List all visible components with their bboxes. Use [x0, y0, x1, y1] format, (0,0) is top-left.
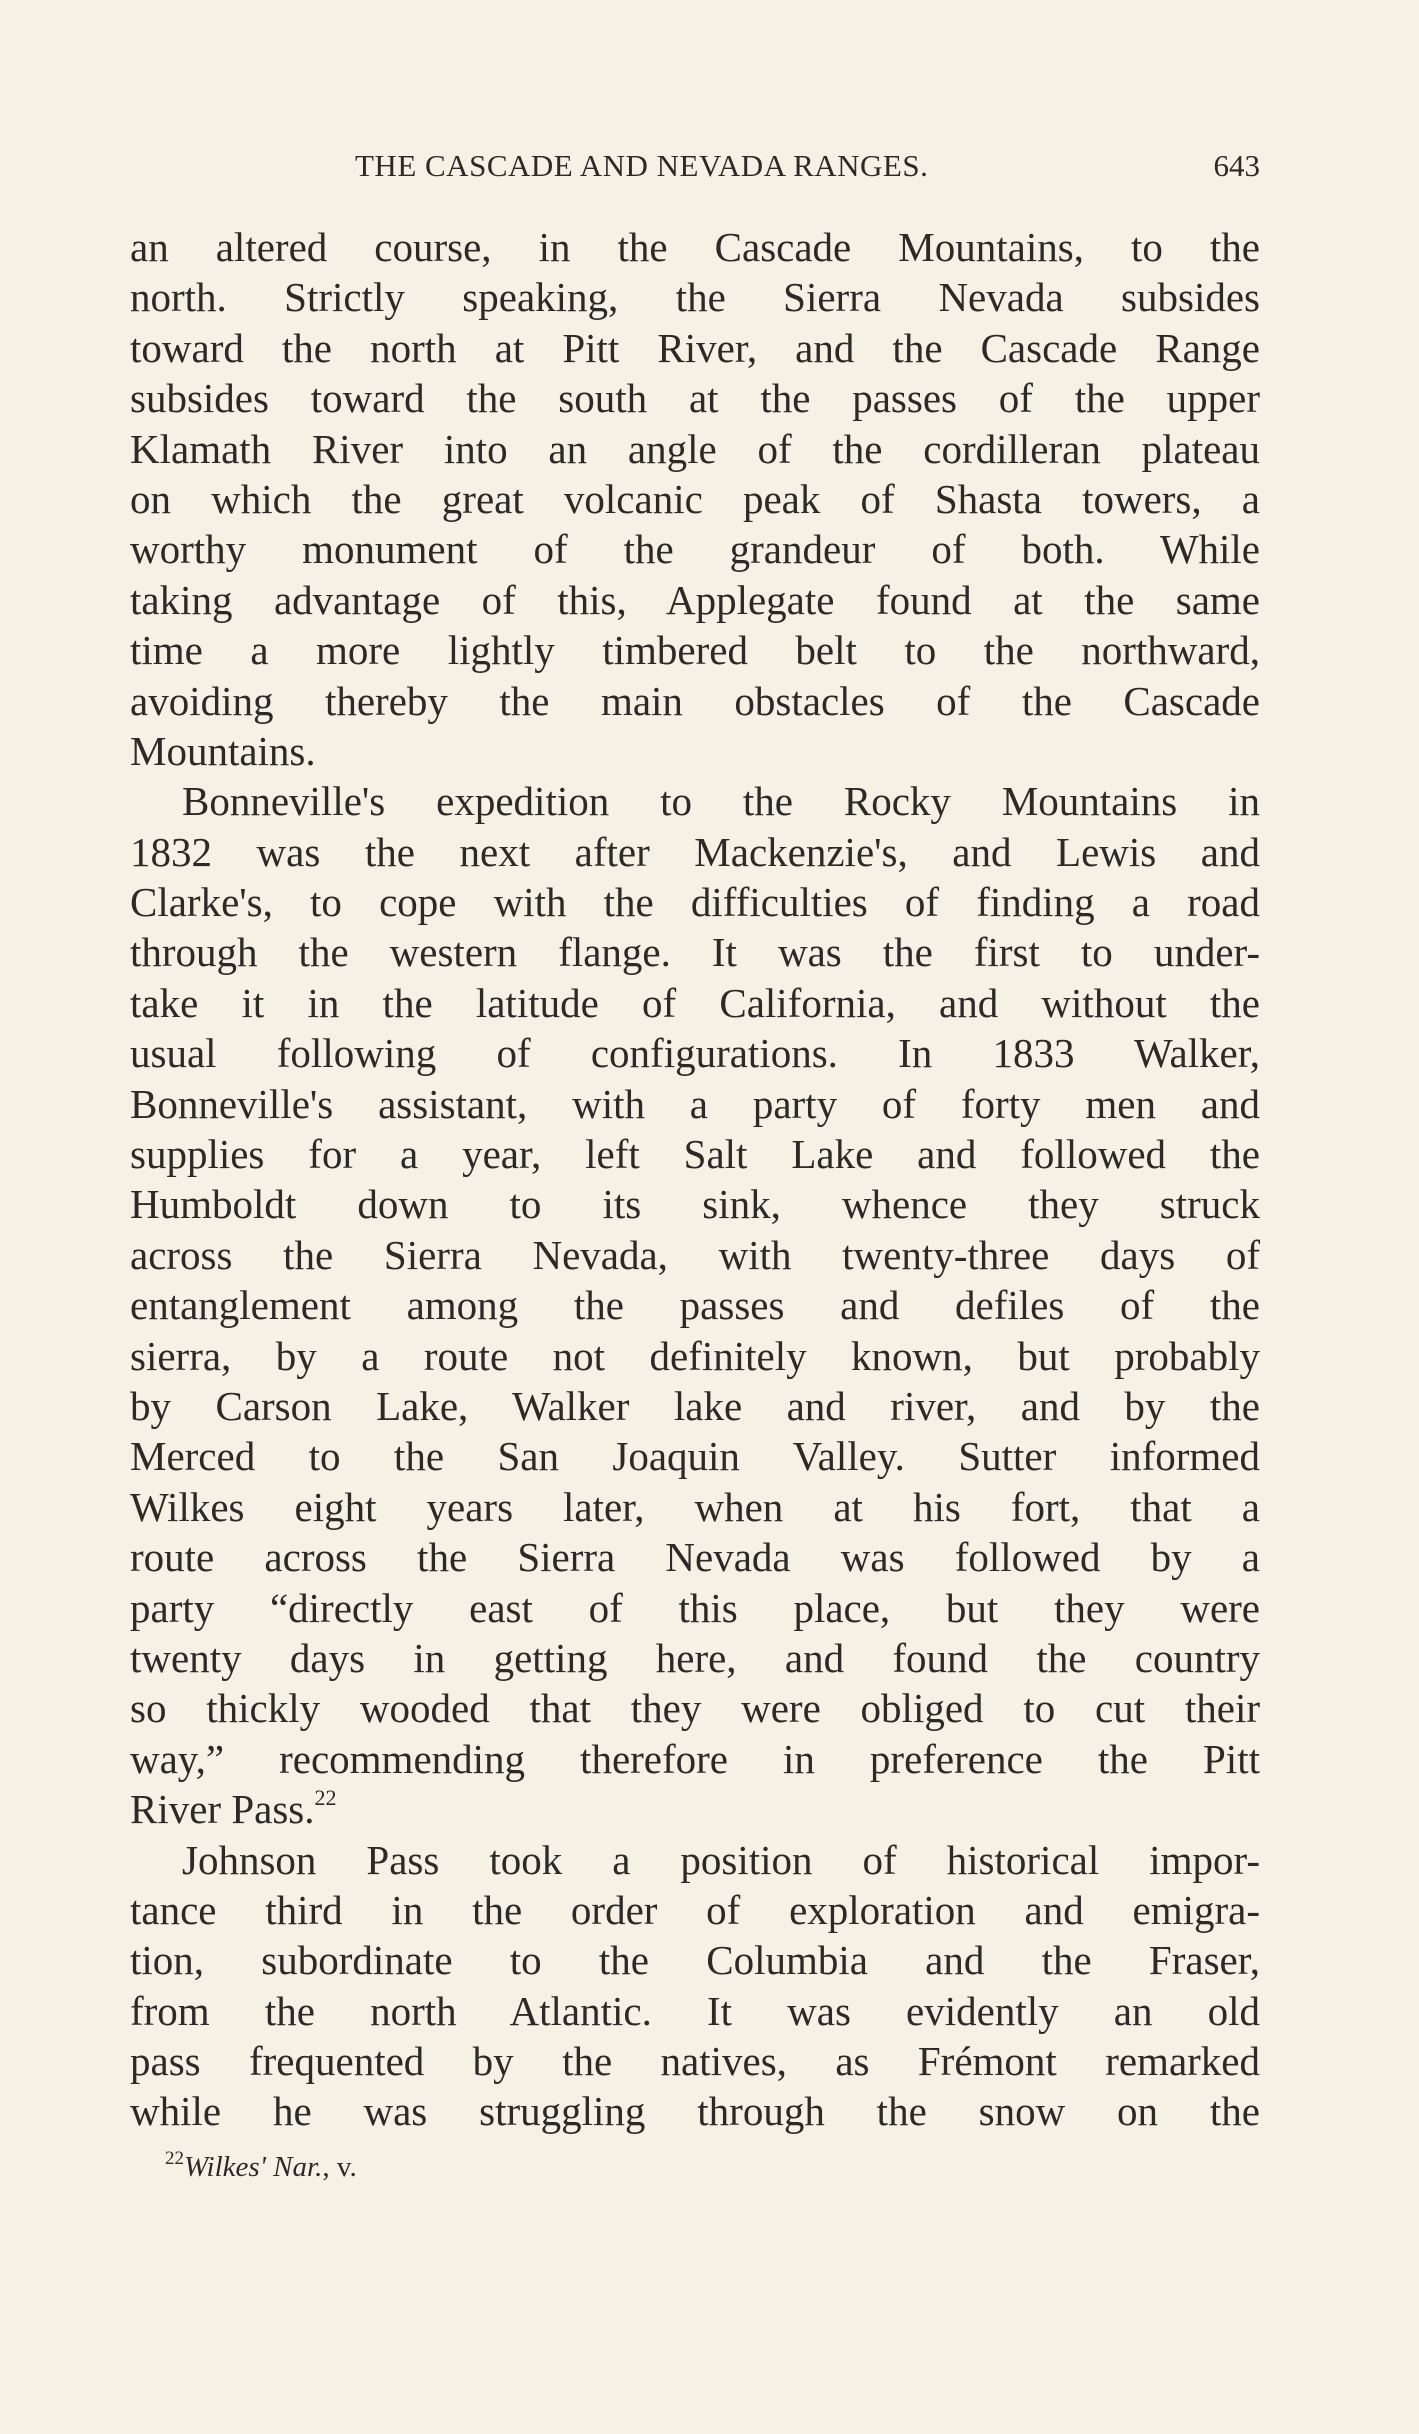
text-line: supplies for a year, left Salt Lake and followed the	[130, 1131, 1260, 1178]
text-line: way,” recommending therefore in preference the Pitt	[130, 1735, 1260, 1782]
text-line: through the western flange. It was the first to under-	[130, 929, 1260, 976]
text-line: from the north Atlantic. It was evidently an old	[130, 1987, 1260, 2034]
footnote-number: 22	[165, 2148, 184, 2169]
text-line: on which the great volcanic peak of Shasta towers, a	[130, 475, 1260, 522]
text-line: sierra, by a route not definitely known, but probably	[130, 1332, 1260, 1379]
paragraph-3	[130, 1835, 1260, 2137]
text-line: worthy monument of the grandeur of both. While	[130, 526, 1260, 573]
text-line: party “directly east of this place, but they were	[130, 1584, 1260, 1631]
footnote-citation-rest: , v.	[322, 2151, 357, 2183]
text-line: so thickly wooded that they were obliged to cut their	[130, 1685, 1260, 1732]
paragraph-1	[130, 222, 1260, 776]
footnote	[165, 2148, 357, 2184]
text-line: toward the north at Pitt River, and the Cascade Range	[130, 324, 1260, 371]
paragraph-2	[130, 776, 1260, 1834]
running-title: THE CASCADE AND NEVADA RANGES.	[355, 148, 929, 183]
text-line: tance third in the order of exploration and emigra-	[130, 1886, 1260, 1933]
text-line: Mountains.	[130, 727, 316, 774]
text-line: River Pass.	[130, 1786, 315, 1833]
text-line: 1832 was the next after Mackenzie's, and Lewis and	[130, 828, 1260, 875]
footnote-citation: Wilkes' Nar.	[184, 2151, 323, 2183]
text-line: north. Strictly speaking, the Sierra Nevada subsides	[130, 274, 1260, 321]
text-line: subsides toward the south at the passes of the upper	[130, 375, 1260, 422]
text-line: avoiding thereby the main obstacles of the Cascade	[130, 677, 1260, 724]
text-line: entanglement among the passes and defiles of the	[130, 1282, 1260, 1329]
footnote-reference[interactable]: 22	[314, 1785, 337, 1811]
body-text	[130, 222, 1260, 2137]
text-line: by Carson Lake, Walker lake and river, and by the	[130, 1382, 1260, 1429]
page-number: 643	[1213, 148, 1260, 183]
page-header	[130, 148, 1260, 188]
text-line: route across the Sierra Nevada was followed by a	[130, 1534, 1260, 1581]
text-line: twenty days in getting here, and found the country	[130, 1634, 1260, 1681]
text-line: time a more lightly timbered belt to the northward,	[130, 627, 1260, 674]
text-line: take it in the latitude of California, and without the	[130, 979, 1260, 1026]
text-line: Klamath River into an angle of the cordilleran plateau	[130, 425, 1260, 472]
text-line: Bonneville's assistant, with a party of forty men and	[130, 1080, 1260, 1127]
text-line: pass frequented by the natives, as Frémont remarked	[130, 2038, 1260, 2085]
text-line: Bonneville's expedition to the Rocky Mountains in	[182, 778, 1260, 825]
text-line: Humboldt down to its sink, whence they struck	[130, 1181, 1260, 1228]
text-line: taking advantage of this, Applegate found at the same	[130, 576, 1260, 623]
text-line: Johnson Pass took a position of historical impor-	[182, 1836, 1260, 1883]
text-line: usual following of configurations. In 1833 Walker,	[130, 1030, 1260, 1077]
text-line: an altered course, in the Cascade Mountains, to the	[130, 224, 1260, 270]
text-line: Wilkes eight years later, when at his fort, that a	[130, 1483, 1260, 1530]
text-line: Merced to the San Joaquin Valley. Sutter informed	[130, 1433, 1260, 1480]
text-line-with-footnote-ref	[130, 1784, 1260, 1834]
text-line: across the Sierra Nevada, with twenty-three days of	[130, 1231, 1260, 1278]
text-line: Clarke's, to cope with the difficulties of finding a road	[130, 879, 1260, 926]
text-line: while he was struggling through the snow on the	[130, 2088, 1260, 2135]
text-line: tion, subordinate to the Columbia and the Fraser,	[130, 1937, 1260, 1984]
